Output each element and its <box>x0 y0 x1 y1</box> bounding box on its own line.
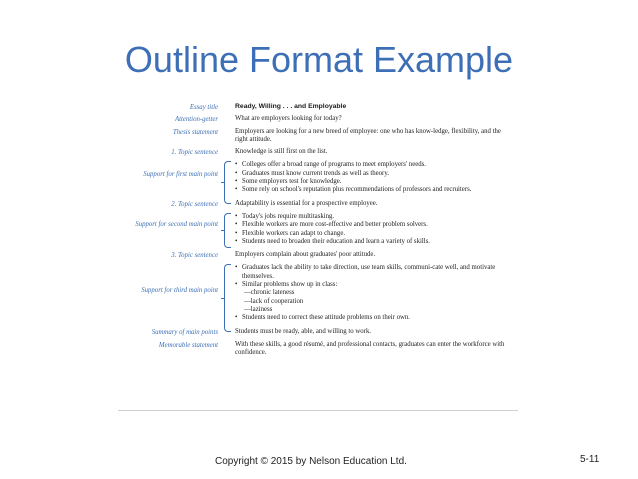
support-2-list <box>235 213 505 246</box>
support-1-item: • Graduates must know current trends as well as theory. <box>235 170 505 178</box>
label-summary: Summary of main points <box>151 328 218 336</box>
row-topic-3 <box>118 251 518 259</box>
label-attention-getter: Attention-getter <box>174 116 218 124</box>
attention-getter-text: What are employers looking for today? <box>235 115 342 123</box>
support-2-item: • Today's jobs require multitasking. <box>235 213 505 221</box>
brace-support-2 <box>224 213 231 248</box>
row-support-2 <box>118 213 518 246</box>
essay-title-text: Ready, Willing . . . and Employable <box>235 103 347 110</box>
support-1-item: • Colleges offer a broad range of programs to meet employers' needs. <box>235 161 505 169</box>
row-summary <box>118 328 518 336</box>
row-essay-title <box>118 103 518 111</box>
topic-3-text: Employers complain about graduates' poor attitude. <box>235 251 376 259</box>
support-1-list <box>235 161 505 194</box>
support-3-item: • Students need to correct these attitude problems on their own. <box>235 314 505 322</box>
row-topic-2 <box>118 200 518 208</box>
slide-title: Outline Format Example <box>124 39 514 80</box>
row-topic-1 <box>118 148 518 156</box>
thesis-text: Employers are looking for a new breed of employee: one who has know-ledge, flexibility, and the right attitude. <box>235 127 501 143</box>
row-memorable <box>118 341 518 358</box>
label-memorable: Memorable statement <box>158 341 218 349</box>
support-2-item: • Students need to broaden their education and learn a variety of skills. <box>235 238 505 246</box>
support-3-list <box>235 264 505 322</box>
label-thesis: Thesis statement <box>172 128 218 136</box>
label-essay-title: Essay title <box>189 104 218 111</box>
label-topic-3: 3. Topic sentence <box>171 252 218 260</box>
memorable-text: With these skills, a good résumé, and professional contacts, graduates can enter the workforce with confidence. <box>235 340 505 357</box>
row-support-3 <box>118 264 518 322</box>
label-support-1: Support for first main point <box>143 171 218 179</box>
label-topic-2: 2. Topic sentence <box>171 200 218 208</box>
support-2-item: • Flexible workers are more cost-effective and better problem solvers. <box>235 221 505 229</box>
support-2-item: • Flexible workers can adapt to change. <box>235 230 505 238</box>
label-support-3: Support for third main point <box>141 287 218 295</box>
summary-text: Students must be ready, able, and willing to work. <box>235 327 372 335</box>
topic-1-text: Knowledge is still first on the list. <box>235 148 328 156</box>
support-3-subitem: —laziness <box>244 305 273 313</box>
brace-support-3 <box>224 264 231 332</box>
copyright-footer: Copyright © 2015 by Nelson Education Ltd. <box>215 456 407 467</box>
label-support-2: Support for second main point <box>135 220 218 228</box>
support-3-item: • Graduates lack the ability to take direction, use team skills, communi-cate well, and motivate themselves. <box>235 264 505 281</box>
support-1-item: • Some employers test for knowledge. <box>235 178 505 186</box>
row-support-1 <box>118 161 518 194</box>
brace-support-1 <box>224 161 231 204</box>
support-3-subitem: —chronic lateness <box>244 289 295 297</box>
label-topic-1: 1. Topic sentence <box>171 149 218 157</box>
support-3-item: • Similar problems show up in class: <box>235 281 505 289</box>
support-1-item: • Some rely on school's reputation plus recommendations of professors and recruiters. <box>235 186 505 194</box>
row-thesis <box>118 128 518 145</box>
slide-number: 5-11 <box>580 454 600 465</box>
topic-2-text: Adaptability is essential for a prospective employee. <box>235 199 378 207</box>
row-attention-getter <box>118 115 518 123</box>
support-3-subitem: —lack of cooperation <box>244 297 304 305</box>
table-bottom-rule <box>118 410 518 411</box>
outline-table <box>118 103 518 357</box>
